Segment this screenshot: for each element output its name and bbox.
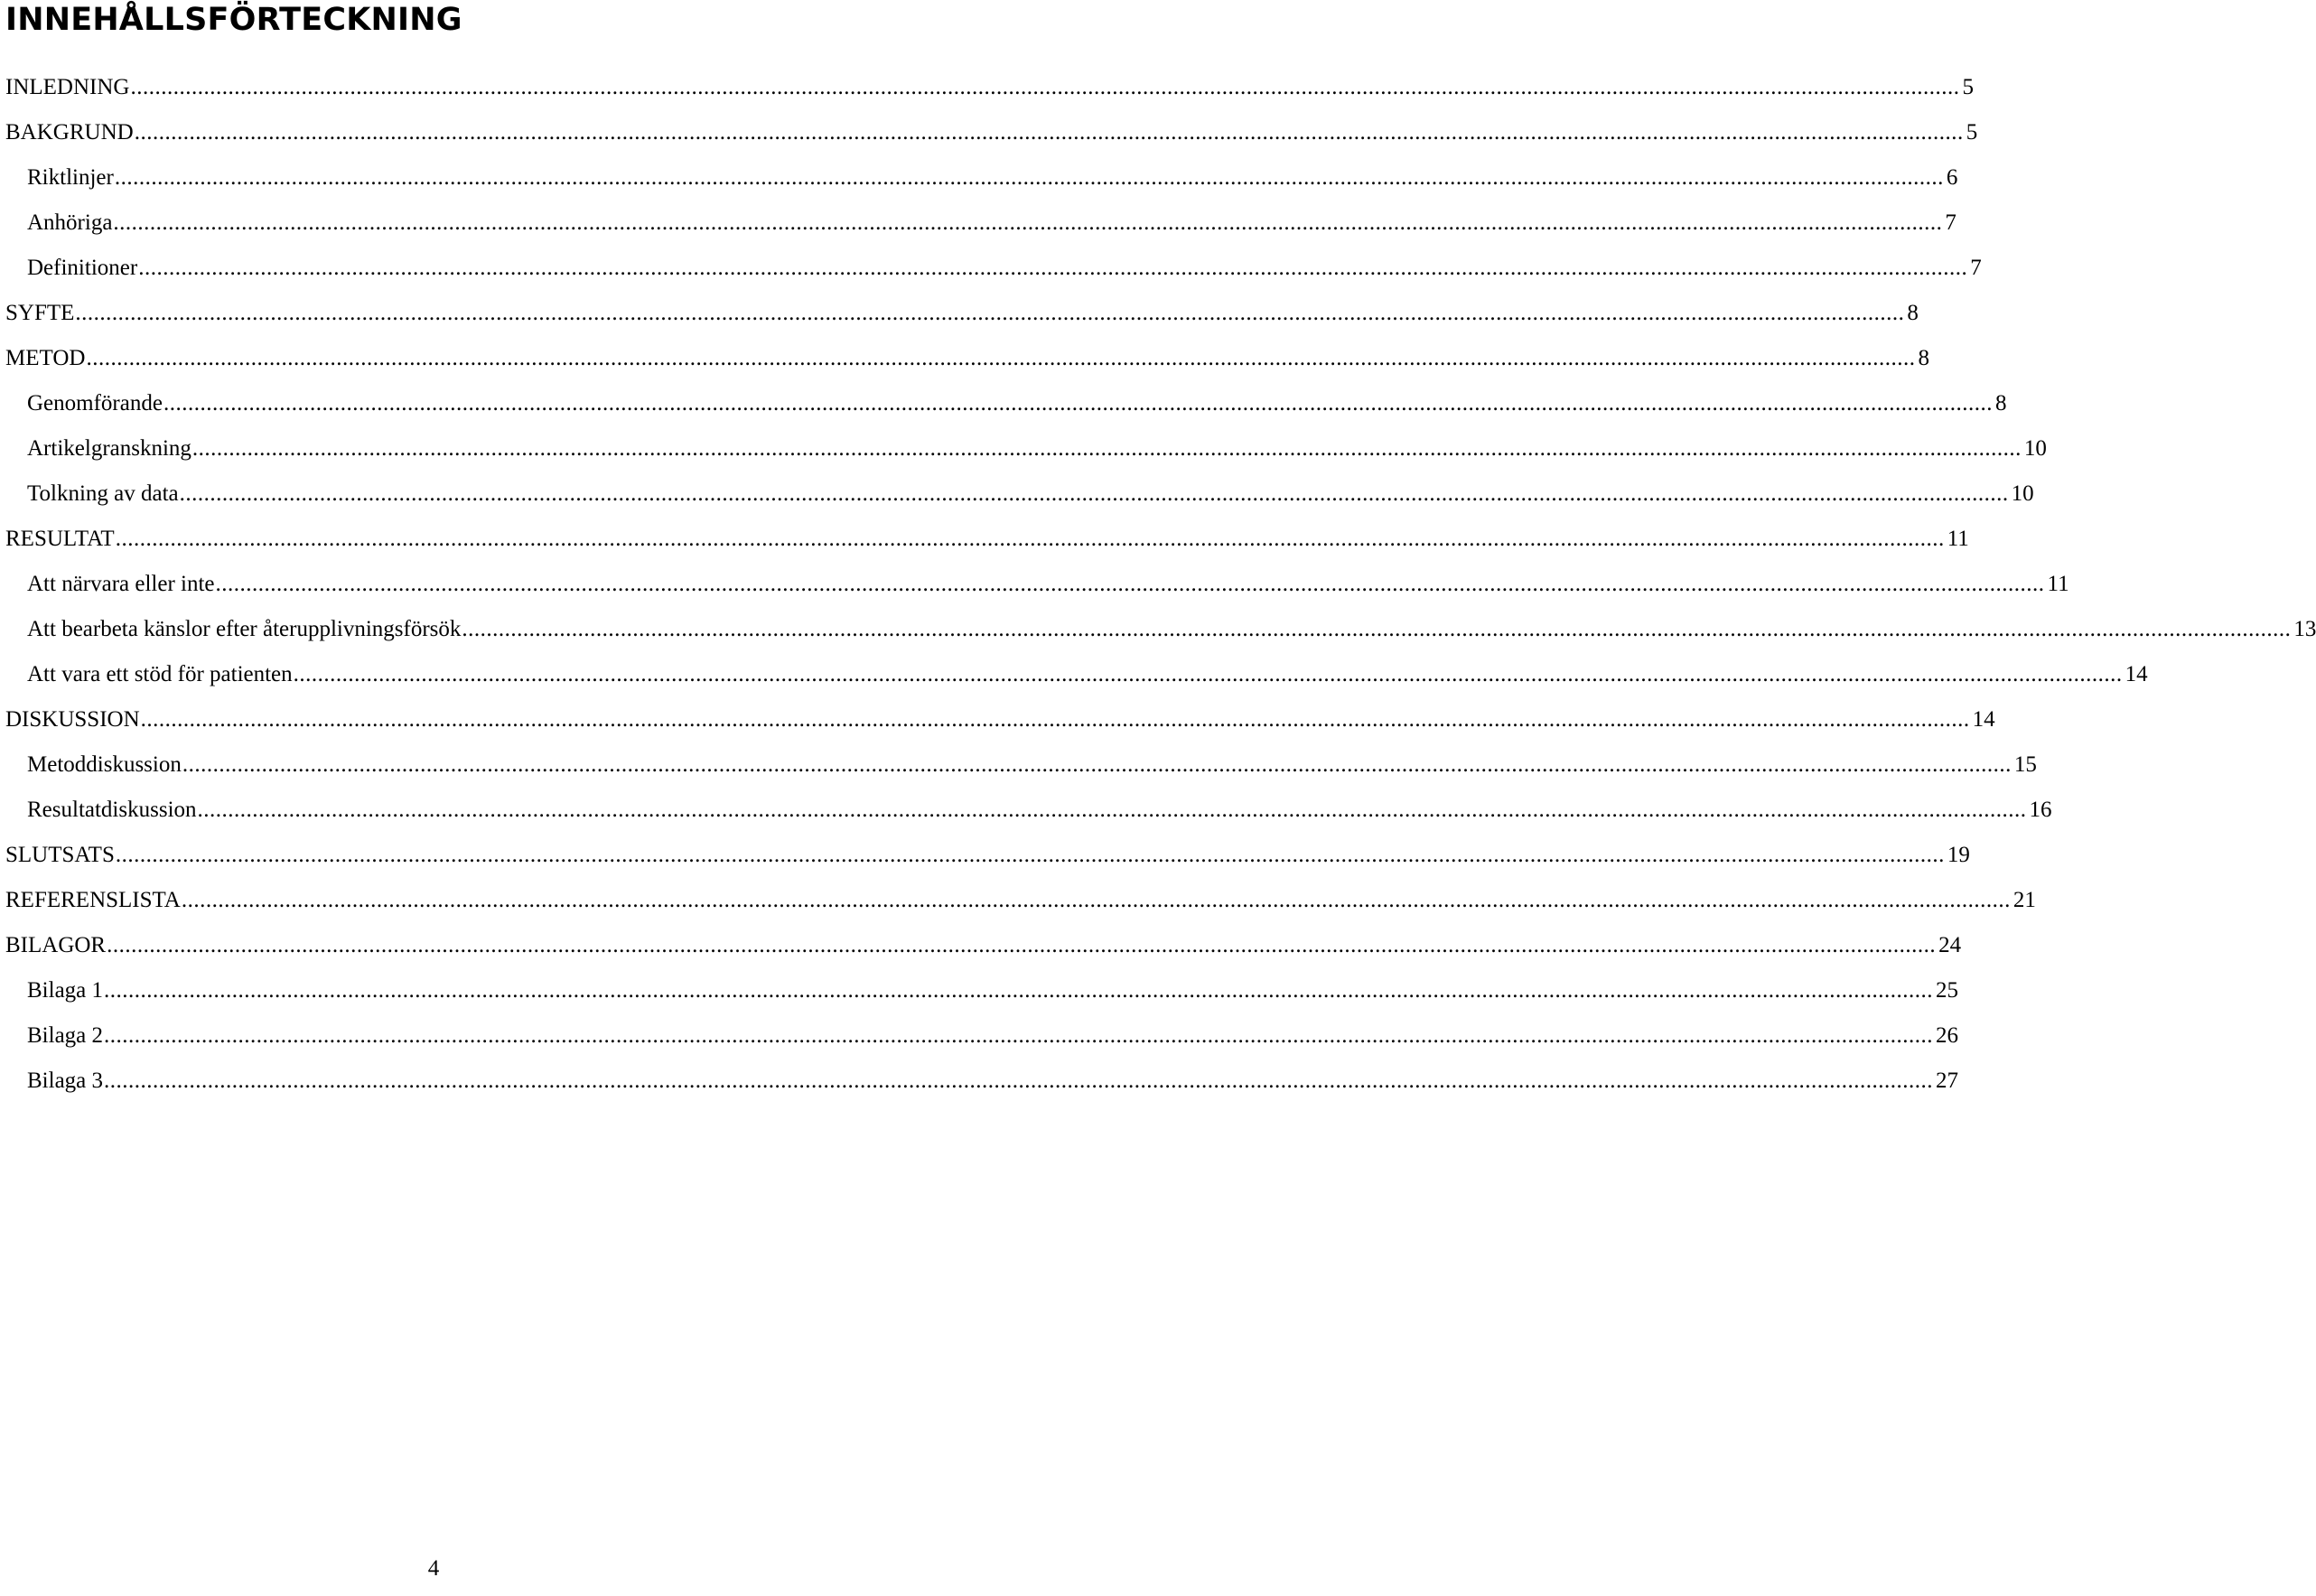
toc-entry-page-number: 5 xyxy=(1962,75,1974,99)
toc-entry-label: Att bearbeta känslor efter återupplivningsförsök xyxy=(27,617,462,641)
toc-entry-label: REFERENSLISTA xyxy=(5,888,181,912)
toc-entry-label: Tolkning av data xyxy=(27,481,179,506)
toc-entry[interactable] xyxy=(5,246,1982,291)
toc-entry-page-number: 13 xyxy=(2293,617,2316,641)
toc-entry-label: Metoddiskussion xyxy=(27,752,182,777)
toc-entry-page-number: 7 xyxy=(1945,210,1956,235)
toc-entry-label: METOD xyxy=(5,346,86,370)
toc-entry[interactable] xyxy=(5,607,2316,652)
toc-dot-leader: ............................................................................................................................................................................................................................................................................................................ xyxy=(191,436,2022,461)
toc-entry[interactable] xyxy=(5,562,2069,607)
toc-entry-label: Bilaga 2 xyxy=(27,1023,104,1048)
toc-dot-leader: ............................................................................................................................................................................................................................................................................................................ xyxy=(115,527,1945,551)
toc-dot-leader: ............................................................................................................................................................................................................................................................................................................ xyxy=(75,301,1905,325)
toc-entry[interactable] xyxy=(5,1013,1959,1059)
toc-entry[interactable] xyxy=(5,155,1958,201)
toc-dot-leader: ............................................................................................................................................................................................................................................................................................................ xyxy=(293,662,2123,686)
toc-entry-page-number: 7 xyxy=(1970,256,1982,280)
toc-entry-page-number: 14 xyxy=(2125,662,2148,686)
toc-entry[interactable] xyxy=(5,65,1974,110)
toc-entry-label: INLEDNING xyxy=(5,75,130,99)
toc-entry-label: Att vara ett stöd för patienten xyxy=(27,662,293,686)
toc-entry[interactable] xyxy=(5,426,2047,471)
toc-entry-label: Riktlinjer xyxy=(27,165,114,190)
toc-entry[interactable] xyxy=(5,1059,1959,1104)
toc-dot-leader: ............................................................................................................................................................................................................................................................................................................ xyxy=(114,165,1944,190)
toc-entry-label: SLUTSATS xyxy=(5,843,115,867)
toc-entry[interactable] xyxy=(5,201,1956,246)
toc-entry-page-number: 11 xyxy=(2047,572,2069,596)
toc-entry-label: Definitioner xyxy=(27,256,138,280)
toc-entry-page-number: 10 xyxy=(2023,436,2047,461)
toc-entry-label: BAKGRUND xyxy=(5,120,134,145)
toc-entry-page-number: 19 xyxy=(1947,843,1970,867)
toc-dot-leader: ............................................................................................................................................................................................................................................................................................................ xyxy=(140,707,1970,732)
toc-entry-label: BILAGOR xyxy=(5,933,107,957)
toc-entry-page-number: 5 xyxy=(1966,120,1978,145)
toc-entry[interactable] xyxy=(5,291,1919,336)
toc-dot-leader: ............................................................................................................................................................................................................................................................................................................ xyxy=(107,933,1937,957)
toc-dot-leader: ............................................................................................................................................................................................................................................................................................................ xyxy=(179,481,2009,506)
toc-entry-label: Bilaga 3 xyxy=(27,1069,104,1093)
toc-entry-page-number: 16 xyxy=(2029,798,2052,822)
toc-entry[interactable] xyxy=(5,833,1970,878)
page-title: INNEHÅLLSFÖRTECKNING xyxy=(5,2,462,38)
toc-dot-leader: ............................................................................................................................................................................................................................................................................................................ xyxy=(462,617,2292,641)
toc-entry-page-number: 14 xyxy=(1972,707,1995,732)
toc-dot-leader: ............................................................................................................................................................................................................................................................................................................ xyxy=(115,843,1945,867)
toc-entry-label: Resultatdiskussion xyxy=(27,798,197,822)
toc-entry-page-number: 27 xyxy=(1936,1069,1959,1093)
toc-entry-page-number: 8 xyxy=(1994,391,2007,415)
toc-entry[interactable] xyxy=(5,471,2034,517)
toc-entry[interactable] xyxy=(5,697,1995,742)
toc-entry[interactable] xyxy=(5,788,2052,833)
toc-dot-leader: ............................................................................................................................................................................................................................................................................................................ xyxy=(104,1023,1934,1048)
toc-dot-leader: ............................................................................................................................................................................................................................................................................................................ xyxy=(134,120,1964,145)
toc-dot-leader: ............................................................................................................................................................................................................................................................................................................ xyxy=(104,1069,1934,1093)
toc-entry-page-number: 8 xyxy=(1907,301,1919,325)
toc-entry[interactable] xyxy=(5,878,2036,923)
page-number: 4 xyxy=(427,1556,440,1581)
toc-entry-page-number: 24 xyxy=(1938,933,1962,957)
toc-entry-page-number: 11 xyxy=(1947,527,1969,551)
toc-dot-leader: ............................................................................................................................................................................................................................................................................................................ xyxy=(113,210,1943,235)
toc-entry-page-number: 21 xyxy=(2012,888,2036,912)
toc-entry-label: Artikelgranskning xyxy=(27,436,191,461)
toc-entry-page-number: 15 xyxy=(2013,752,2037,777)
toc-entry[interactable] xyxy=(5,336,1929,381)
toc-dot-leader: ............................................................................................................................................................................................................................................................................................................ xyxy=(86,346,1916,370)
toc-dot-leader: ............................................................................................................................................................................................................................................................................................................ xyxy=(182,752,2012,777)
toc-dot-leader: ............................................................................................................................................................................................................................................................................................................ xyxy=(181,888,2011,912)
toc-entry[interactable] xyxy=(5,517,1969,562)
toc-entry-page-number: 6 xyxy=(1946,165,1958,190)
toc-entry[interactable] xyxy=(5,923,1962,968)
toc-entry-label: SYFTE xyxy=(5,301,75,325)
toc-entry-label: RESULTAT xyxy=(5,527,115,551)
toc-dot-leader: ............................................................................................................................................................................................................................................................................................................ xyxy=(138,256,1968,280)
toc-entry-label: Genomförande xyxy=(27,391,163,415)
toc-entry[interactable] xyxy=(5,652,2148,697)
toc-dot-leader: ............................................................................................................................................................................................................................................................................................................ xyxy=(197,798,2027,822)
toc-entry[interactable] xyxy=(5,742,2037,788)
table-of-contents xyxy=(5,65,2316,1104)
toc-entry[interactable] xyxy=(5,110,1978,155)
toc-entry-page-number: 26 xyxy=(1936,1023,1959,1048)
toc-dot-leader: ............................................................................................................................................................................................................................................................................................................ xyxy=(163,391,1993,415)
toc-entry[interactable] xyxy=(5,381,2007,426)
toc-entry-page-number: 25 xyxy=(1936,978,1959,1003)
toc-entry-label: DISKUSSION xyxy=(5,707,140,732)
toc-dot-leader: ............................................................................................................................................................................................................................................................................................................ xyxy=(215,572,2045,596)
toc-dot-leader: ............................................................................................................................................................................................................................................................................................................ xyxy=(130,75,1960,99)
toc-entry-label: Bilaga 1 xyxy=(27,978,104,1003)
toc-entry-page-number: 10 xyxy=(2011,481,2034,506)
toc-entry-page-number: 8 xyxy=(1918,346,1929,370)
toc-entry[interactable] xyxy=(5,968,1959,1013)
toc-entry-label: Anhöriga xyxy=(27,210,113,235)
toc-dot-leader: ............................................................................................................................................................................................................................................................................................................ xyxy=(104,978,1934,1003)
toc-entry-label: Att närvara eller inte xyxy=(27,572,215,596)
